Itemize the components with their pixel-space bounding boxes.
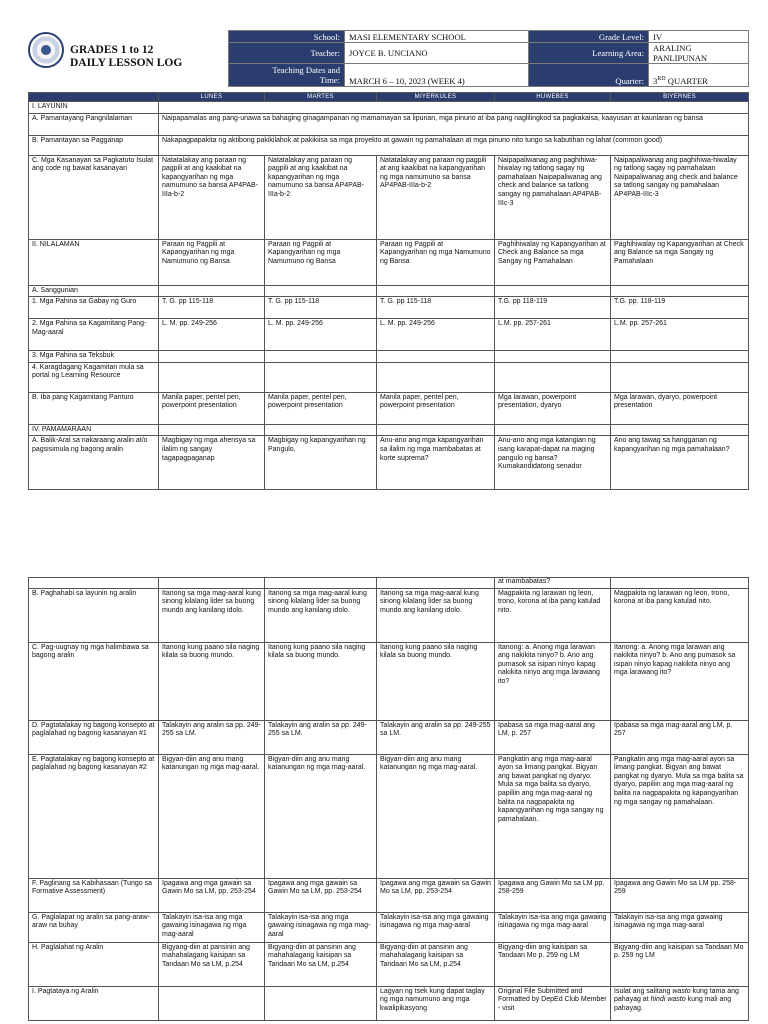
gabay-cell: T.G. pp 118-119 bbox=[495, 297, 611, 319]
row-paglalapat bbox=[29, 912, 749, 942]
balik-cell: Magbigay ng kapangyarihan ng Pangulo. bbox=[265, 436, 377, 490]
kasanayan-cell: Naipapaliwanag ang paghihiwa-hiwalay ng tatlong sagay ng pamahalaan Naipapaliwanag ang check and balance sa tatlong sangay ng pamahalaan AP4PAB-IIIc-3 bbox=[495, 155, 611, 239]
i5-text: kung mali ang pahayag. bbox=[614, 996, 732, 1012]
dates-value: MARCH 6 – 10, 2023 (WEEK 4) bbox=[345, 64, 529, 87]
row-kasanayan bbox=[29, 155, 749, 239]
empty-cell bbox=[29, 578, 159, 589]
pagganap-text: Nakapagpapakita ng aktibong pakikilahok at pakikiisa sa mga proyekto at gawain ng pamahalaan at mga pinuno nito tungo sa kabutihan ng lahat (common good) bbox=[159, 135, 749, 155]
pamantayang-text: Naipapamalas ang pang-unawa sa bahaging ginagampanan ng mamamayan sa lipunan, mga pinuno at iba pang naglilingkod sa pagkakaisa, kaayusan at kaunlaran ng bansa bbox=[159, 113, 749, 135]
gabay-cell: T. G. pp 115-118 bbox=[377, 297, 495, 319]
empty-cell bbox=[377, 351, 495, 363]
paghahabi-cell: Itanong sa mga mag-aaral kung sinong kilalang lider sa buong mundo ang kanilang idolo. bbox=[159, 588, 265, 642]
pagugnay-label: C. Pag-uugnay ng mga halimbawa sa bagong aralin bbox=[29, 642, 159, 720]
empty-cell bbox=[265, 986, 377, 1020]
i-cell-huwebes: Original File Submitted and Formatted by DepEd Club Member - visit bbox=[495, 986, 611, 1020]
nilalaman-cell: Paghihiwalay ng Kapangyarihan at Check ang Balance sa mga Sangay ng Pamahalaan bbox=[611, 239, 749, 285]
f-cell: Ipagawa ang mga gawain sa Gawin Mo sa LM, pp. 253-254 bbox=[265, 878, 377, 912]
row-gabay bbox=[29, 297, 749, 319]
kasanayan-label: C. Mga Kasanayan sa Pagkatuto Isulat ang code ng bawat kasanayan bbox=[29, 155, 159, 239]
title-line-1: GRADES 1 to 12 bbox=[70, 44, 154, 56]
empty-cell bbox=[265, 578, 377, 589]
sanggunian-label: A. Sanggunian bbox=[29, 285, 159, 297]
g-label: G. Paglalapat ng aralin sa pang-araw- araw na buhay bbox=[29, 912, 159, 942]
empty-cell bbox=[377, 362, 495, 392]
days-header-row bbox=[29, 93, 749, 102]
pagugnay-cell: Itanong kung paano sila naging kilala sa buong mundo. bbox=[377, 642, 495, 720]
day-biyernes: BIYERNES bbox=[611, 93, 749, 102]
i5-italic-wasto: wasto bbox=[672, 987, 691, 995]
kagamitang-cell: L.M. pp. 257-261 bbox=[495, 319, 611, 351]
school-value: MASI ELEMENTARY SCHOOL bbox=[345, 31, 529, 43]
kagamitang-cell: L. M. pp. 249-256 bbox=[377, 319, 495, 351]
iba-cell: Manila paper, pentel pen, powerpoint presentation bbox=[377, 392, 495, 424]
empty-cell bbox=[611, 578, 749, 589]
quarter-suffix: RD bbox=[657, 76, 666, 83]
gabay-cell: T. G. pp 115-118 bbox=[265, 297, 377, 319]
i5-italic-hindi: hindi bbox=[650, 996, 666, 1004]
empty-cell bbox=[265, 285, 377, 297]
h-cell: Bigyang-diin at pansinin ang mahahalagang kaisipan sa Tandaan Mo sa LM, p.254 bbox=[159, 942, 265, 986]
balik-cell: Magbigay ng mga ahensya sa ilalim ng sangay tagapagpaganap bbox=[159, 436, 265, 490]
school-label: School: bbox=[229, 31, 345, 43]
pagugnay-cell: Itanong: a. Anong mga larawan ang nakikita ninyo? b. Ano ang pumasok sa isipan ninyo kapag nakikita ninyo ang mga larawang ito? bbox=[495, 642, 611, 720]
pagugnay-cell: Itanong kung paano sila naging kilala sa buong mundo. bbox=[159, 642, 265, 720]
area-label: Learning Area: bbox=[529, 43, 649, 64]
info-table bbox=[228, 30, 749, 87]
row-pagtatalakay-2 bbox=[29, 754, 749, 878]
e-cell: Pangkatin ang mga mag-aaral ayon sa limang pangkat. Bigyan ang bawat pangkat ng dyaryo. Mula sa mga balita sa dyaryo, papiliin ang mga mag-aaral ng balita na nagpapakita ng kapangyarihan ng mga sangay ng pamahalaan. bbox=[495, 754, 611, 878]
quarter-number: 3 bbox=[653, 76, 658, 86]
f-cell: Ipagawa ang Gawin Mo sa LM pp. 258-259 bbox=[611, 878, 749, 912]
kasanayan-cell: Natatalakay ang paraan ng pagpili at ang kaakibat na kapangyarihan ng mga namumuno sa bansa AP4PAB-IIIa-b-2 bbox=[377, 155, 495, 239]
empty-cell bbox=[377, 424, 495, 436]
pamamaraan-label: IV. PAMAMARAAN bbox=[29, 424, 159, 436]
continuation-text: at mambabatas? bbox=[495, 578, 611, 589]
row-iba-pang-kagamitan bbox=[29, 392, 749, 424]
dates-label-line-1: Teaching Dates and bbox=[272, 65, 340, 75]
paghahabi-cell: Itanong sa mga mag-aaral kung sinong kilalang lider sa buong mundo ang kanilang idolo. bbox=[377, 588, 495, 642]
empty-cell bbox=[495, 362, 611, 392]
i5-italic-wasto-2: wasto bbox=[667, 996, 686, 1004]
d-cell: Talakayin ang aralin sa pp. 249-255 sa LM. bbox=[377, 720, 495, 754]
title-line-2: DAILY LESSON LOG bbox=[70, 57, 183, 69]
e-cell: Bigyan-diin ang anu mang katanungan ng mga mag-aaral. bbox=[377, 754, 495, 878]
deped-seal-icon bbox=[28, 32, 64, 68]
f-cell: Ipagawa ang mga gawain sa Gawin Mo sa LM, pp. 253-254 bbox=[377, 878, 495, 912]
e-cell: Pangkatin ang mga mag-aaral ayon sa limang pangkat. Bigyan ang bawat pangkat ng dyaryo. Mula sa mga balita sa dyaryo, papiliin ang mga mag-aaral ng balita na nagpapakita ng kapangyarihan ng mga sangay ng pamahalaan. bbox=[611, 754, 749, 878]
gabay-cell: T. G. pp 115-118 bbox=[159, 297, 265, 319]
area-value: ARALING PANLIPUNAN bbox=[649, 43, 749, 64]
d-cell: Ipabasa sa mga mag-aaral ang LM, p. 257 bbox=[611, 720, 749, 754]
layunin-empty bbox=[159, 102, 749, 114]
nilalaman-cell: Paraan ng Pagpili at Kapangyarihan ng mga Namumuno ng Bansa bbox=[265, 239, 377, 285]
iba-cell: Mga larawan, powerpoint presentation, dyaryo bbox=[495, 392, 611, 424]
kagamitang-cell: L. M. pp. 249-256 bbox=[159, 319, 265, 351]
balik-cell: Anu-ano ang mga kapangyarihan sa ilalim ng mga mambabatas at korte suprema? bbox=[377, 436, 495, 490]
pamantayang-label: A. Pamantayang Pangnilalaman bbox=[29, 113, 159, 135]
nilalaman-cell: Paraan ng Pagpili at Kapangyarihan ng mga Namumuno ng Bansa bbox=[377, 239, 495, 285]
day-martes: MARTES bbox=[265, 93, 377, 102]
quarter-label: Quarter: bbox=[529, 64, 649, 87]
dates-label-line-2: Time: bbox=[319, 75, 340, 85]
row-pamantayang bbox=[29, 113, 749, 135]
row-layunin bbox=[29, 102, 749, 114]
h-cell: Bigyang-diin ang kaisipan sa Tandaan Mo p. 259 ng LM bbox=[495, 942, 611, 986]
karagdagang-label: 4. Karagdagang Kagamitan mula sa portal ng Learning Resource bbox=[29, 362, 159, 392]
row-nilalaman bbox=[29, 239, 749, 285]
quarter-word: QUARTER bbox=[665, 76, 708, 86]
i-cell-miyerkules: Lagyan ng tsek kung dapat taglay ng mga namumuno ang mga kwalipikasyong bbox=[377, 986, 495, 1020]
row-karagdagang bbox=[29, 362, 749, 392]
e-cell: Bigyan-diin ang anu mang katanungan ng mga mag-aaral. bbox=[265, 754, 377, 878]
empty-cell bbox=[265, 424, 377, 436]
row-continuation bbox=[29, 578, 749, 589]
day-miyerkules: MIYERKULES bbox=[377, 93, 495, 102]
empty-cell bbox=[495, 424, 611, 436]
g-cell: Talakayin isa-isa ang mga gawaing isinagawa ng mga mag-aaral bbox=[611, 912, 749, 942]
paghahabi-cell: Magpakita ng larawan ng leon, trono, korona at iba pang katulad nito. bbox=[495, 588, 611, 642]
h-label: H. Paglalahat ng Aralin bbox=[29, 942, 159, 986]
grade-value: IV bbox=[649, 31, 749, 43]
d-cell: Ipabasa sa mga mag-aaral ang LM, p. 257 bbox=[495, 720, 611, 754]
row-pagganap bbox=[29, 135, 749, 155]
row-pamamaraan bbox=[29, 424, 749, 436]
day-huwebes: HUWEBES bbox=[495, 93, 611, 102]
empty-cell bbox=[159, 285, 265, 297]
kasanayan-cell: Naipapaliwanag ang paghihiwa-hiwalay ng tatlong sagay ng pamahalaan Naipapaliwanag ang check and balance sa tatlong sangay ng pamahalaan AP4PAB-IIIc-3 bbox=[611, 155, 749, 239]
empty-cell bbox=[159, 424, 265, 436]
quarter-value bbox=[649, 64, 749, 87]
e-cell: Bigyan-diin ang anu mang katanungan ng mga mag-aaral. bbox=[159, 754, 265, 878]
gabay-label: 1. Mga Pahina sa Gabay ng Guro bbox=[29, 297, 159, 319]
teacher-label: Teacher: bbox=[229, 43, 345, 64]
row-sanggunian bbox=[29, 285, 749, 297]
empty-cell bbox=[495, 351, 611, 363]
nilalaman-cell: Paghihiwalay ng Kapangyarihan at Check ang Balance sa mga Sangay ng Pamahalaan bbox=[495, 239, 611, 285]
kasanayan-cell: Natatalakay ang paraan ng pagpili at ang kaakibat na kapangyarihan ng mga namumuno sa bansa AP4PAB-IIIa-b-2 bbox=[159, 155, 265, 239]
paghahabi-cell: Itanong sa mga mag-aaral kung sinong kilalang lider sa buong mundo ang kanilang idolo. bbox=[265, 588, 377, 642]
row-paglalahat bbox=[29, 942, 749, 986]
iba-label: B. Iba pang Kagamitang Panturo bbox=[29, 392, 159, 424]
i-label: I. Pagtataya ng Aralin bbox=[29, 986, 159, 1020]
dates-label bbox=[229, 64, 345, 87]
paghahabi-cell: Magpakita ng larawan ng leon, trono, korona at iba pang katulad nito. bbox=[611, 588, 749, 642]
kagamitang-cell: L.M. pp. 257-261 bbox=[611, 319, 749, 351]
d-cell: Talakayin ang aralin sa pp. 249-255 sa LM. bbox=[159, 720, 265, 754]
balik-cell: Anu-ano ang mga katangian ng isang karapat-dapat na maging pangulo ng bansa? Kumakandidatong senador bbox=[495, 436, 611, 490]
i5-text: Isulat ang salitang bbox=[614, 987, 673, 995]
h-cell: Bigyang-diin ang kaisipan sa Tandaan Mo p. 259 ng LM bbox=[611, 942, 749, 986]
corner-cell bbox=[29, 93, 159, 102]
balik-cell: Ano ang tawag sa hangganan ng kapangyarihan ng mga pamahalaan? bbox=[611, 436, 749, 490]
teksbuk-label: 3. Mga Pahina sa Teksbuk bbox=[29, 351, 159, 363]
row-teksbuk bbox=[29, 351, 749, 363]
iba-cell: Mga larawan, dyaryo, powerpoint presentation bbox=[611, 392, 749, 424]
f-cell: Ipagawa ang Gawin Mo sa LM pp. 258-259 bbox=[495, 878, 611, 912]
day-lunes: LUNES bbox=[159, 93, 265, 102]
row-balik-aral bbox=[29, 436, 749, 490]
empty-cell bbox=[611, 424, 749, 436]
iba-cell: Manila paper, pentel pen, powerpoint presentation bbox=[159, 392, 265, 424]
header bbox=[28, 30, 748, 86]
nilalaman-label: II. NILALAMAN bbox=[29, 239, 159, 285]
iba-cell: Manila paper, pentel pen, powerpoint presentation bbox=[265, 392, 377, 424]
e-label: E. Pagtatalakay ng bagong konsepto at paglalahad ng bagong kasanayan #2 bbox=[29, 754, 159, 878]
empty-cell bbox=[159, 362, 265, 392]
empty-cell bbox=[611, 351, 749, 363]
empty-cell bbox=[611, 285, 749, 297]
h-cell: Bigyang-diin at pansinin ang mahahalagang kaisipan sa Tandaan Mo sa LM, p.254 bbox=[265, 942, 377, 986]
g-cell: Talakayin isa-isa ang mga gawaing isinagawa ng mga mag-aaral bbox=[495, 912, 611, 942]
empty-cell bbox=[495, 285, 611, 297]
teacher-value: JOYCE B. UNCIANO bbox=[345, 43, 529, 64]
empty-cell bbox=[377, 578, 495, 589]
kasanayan-cell: Natatalakay ang paraan ng pagpili at ang kaakibat na kapangyarihan ng mga namumuno sa bansa AP4PAB-IIIa-b-2 bbox=[265, 155, 377, 239]
i5-text: kung tama ang pahayag at bbox=[614, 987, 739, 1004]
d-cell: Talakayin ang aralin sa pp. 249-255 sa LM. bbox=[265, 720, 377, 754]
empty-cell bbox=[377, 285, 495, 297]
pagugnay-cell: Itanong kung paano sila naging kilala sa buong mundo. bbox=[265, 642, 377, 720]
g-cell: Talakayin isa-isa ang mga gawaing isinagawa ng mga mag-aaral bbox=[159, 912, 265, 942]
empty-cell bbox=[265, 351, 377, 363]
empty-cell bbox=[159, 578, 265, 589]
row-pag-uugnay bbox=[29, 642, 749, 720]
balik-label: A. Balik-Aral sa nakaraang aralin at/o pagsisimula ng bagong aralin bbox=[29, 436, 159, 490]
pagugnay-cell: Itanong: a. Anong mga larawan ang nakikita ninyo? b. Ano ang pumasok sa isipan ninyo kapag nakikita ninyo ang mga larawang ito? bbox=[611, 642, 749, 720]
pagganap-label: B. Pamantayan sa Pagganap bbox=[29, 135, 159, 155]
paghahabi-label: B. Paghahabi sa layunin ng aralin bbox=[29, 588, 159, 642]
d-label: D. Pagtatalakay ng bagong konsepto at paglalahad ng bagong kasanayan #1 bbox=[29, 720, 159, 754]
nilalaman-cell: Paraan ng Pagpili at Kapangyarihan ng mga Namumuno ng Bansa bbox=[159, 239, 265, 285]
i-cell-biyernes bbox=[611, 986, 749, 1020]
f-cell: Ipagawa ang mga gawain sa Gawin Mo sa LM, pp. 253-254 bbox=[159, 878, 265, 912]
row-kagamitang bbox=[29, 319, 749, 351]
empty-cell bbox=[265, 362, 377, 392]
row-paglinang bbox=[29, 878, 749, 912]
lesson-log-table-page-1 bbox=[28, 92, 749, 490]
kagamitang-cell: L. M. pp. 249-256 bbox=[265, 319, 377, 351]
row-pagtatalakay-1 bbox=[29, 720, 749, 754]
g-cell: Talakayin isa-isa ang mga gawaing isinagawa ng mga mag-aaral bbox=[377, 912, 495, 942]
document-title bbox=[70, 44, 182, 70]
g-cell: Talakayin isa-isa ang mga gawaing isinagawa ng mga mag-aaral bbox=[265, 912, 377, 942]
f-label: F. Paglinang sa Kabihasaan (Tungo sa Formative Assessment) bbox=[29, 878, 159, 912]
kagamitang-label: 2. Mga Pahina sa Kagamitang Pang- Mag-aaral bbox=[29, 319, 159, 351]
row-pagtataya bbox=[29, 986, 749, 1020]
gabay-cell: T.G. pp. 118-119 bbox=[611, 297, 749, 319]
empty-cell bbox=[159, 351, 265, 363]
empty-cell bbox=[611, 362, 749, 392]
lesson-log-table-page-2 bbox=[28, 577, 749, 1021]
layunin-label: I. LAYUNIN bbox=[29, 102, 159, 114]
empty-cell bbox=[159, 986, 265, 1020]
h-cell: Bigyang-diin at pansinin ang mahahalagang kaisipan sa Tandaan Mo sa LM, p.254 bbox=[377, 942, 495, 986]
row-paghahabi bbox=[29, 588, 749, 642]
grade-label: Grade Level: bbox=[529, 31, 649, 43]
